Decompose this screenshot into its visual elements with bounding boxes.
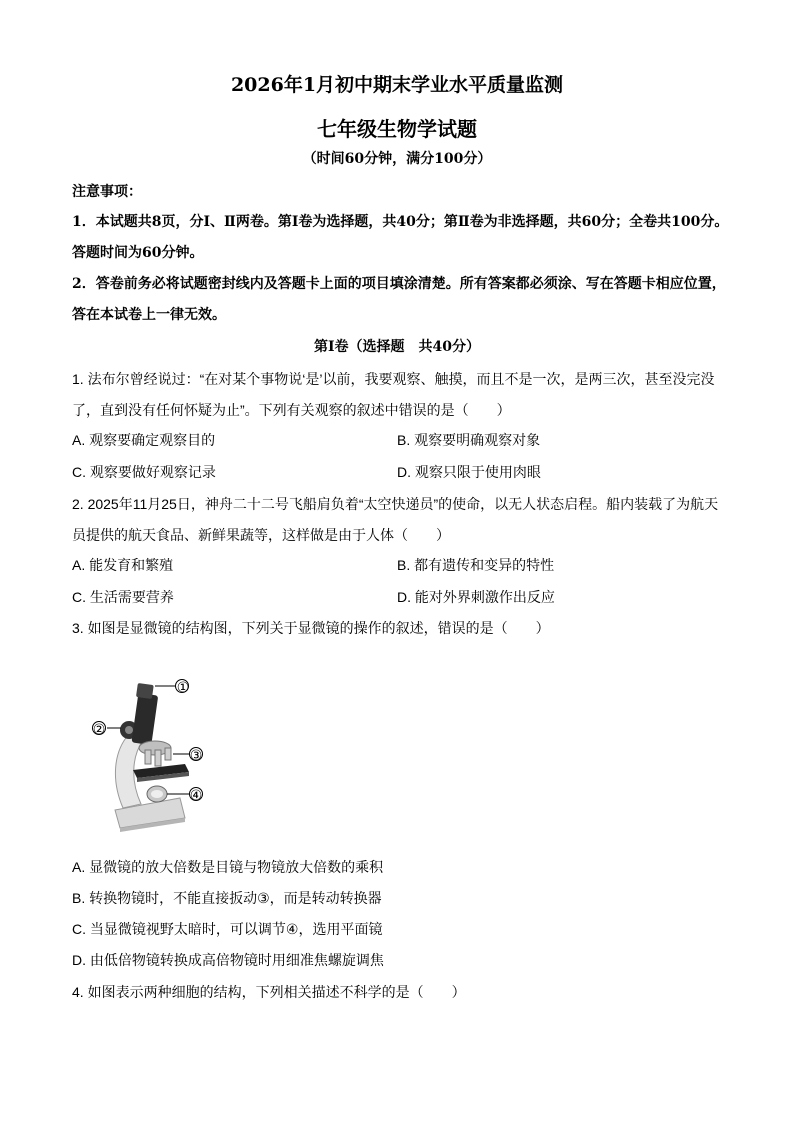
exam-time-note: （时间60分钟，满分100分）	[302, 151, 492, 167]
question-3-option-b: B. 转换物镜时，不能直接扳动③，而是转动转换器	[72, 890, 382, 906]
question-4-stem: 4. 如图表示两种细胞的结构，下列相关描述不科学的是（ ）	[72, 984, 466, 1000]
question-1-option-d: D. 观察只限于使用肉眼	[397, 464, 541, 480]
question-2-stem: 2. 2025年11月25日，神舟二十二号飞船肩负着“太空快递员”的使命，以无人状态启程。船内装载了为航天员提供的航天食品、新鲜果蔬等，这样做是由于人体（ ）	[72, 496, 719, 543]
figure-label-1: ①	[176, 679, 190, 695]
figure-label-4: ④	[189, 787, 203, 803]
question-2-option-c: C. 生活需要营养	[72, 589, 174, 605]
question-1-option-b: B. 观察要明确观察对象	[397, 432, 541, 448]
question-1-stem: 1. 法布尔曾经说过：“在对某个事物说‘是’以前，我要观察、触摸，而且不是一次，是两三次，甚至没完没了，直到没有任何怀疑为止”。下列有关观察的叙述中错误的是（ ）	[72, 371, 715, 418]
figure-label-2: ②	[92, 721, 106, 737]
notice-item-2: 2．答卷前务必将试题密封线内及答题卡上面的项目填涂清楚。所有答案都必须涂、写在答题卡相应位置，答在本试卷上一律无效。	[72, 276, 726, 323]
exam-title: 2026年1月初中期末学业水平质量监测	[230, 74, 564, 96]
question-1-option-c: C. 观察要做好观察记录	[72, 464, 216, 480]
notice-heading: 注意事项：	[72, 184, 142, 200]
question-1-option-a: A. 观察要确定观察目的	[72, 432, 216, 448]
question-3-option-a: A. 显微镜的放大倍数是目镜与物镜放大倍数的乘积	[72, 859, 384, 875]
figure-label-3: ③	[189, 747, 203, 763]
exam-subtitle: 七年级生物学试题	[317, 117, 477, 141]
question-2-option-d: D. 能对外界刺激作出反应	[397, 589, 555, 605]
question-3-option-c: C. 当显微镜视野太暗时，可以调节④，选用平面镜	[72, 921, 383, 937]
question-3-stem: 3. 如图是显微镜的结构图，下列关于显微镜的操作的叙述，错误的是（ ）	[72, 620, 550, 636]
question-2-option-b: B. 都有遗传和变异的特性	[397, 557, 555, 573]
question-2-option-a: A. 能发育和繁殖	[72, 557, 174, 573]
question-3-option-d: D. 由低倍物镜转换成高倍物镜时用细准焦螺旋调焦	[72, 952, 384, 968]
notice-item-1: 1．本试题共8页，分Ⅰ、Ⅱ两卷。第Ⅰ卷为选择题，共40分；第Ⅱ卷为非选择题，共60分；全卷共100分。答题时间为60分钟。	[72, 214, 729, 261]
section-title: 第Ⅰ卷（选择题 共40分）	[313, 339, 481, 355]
